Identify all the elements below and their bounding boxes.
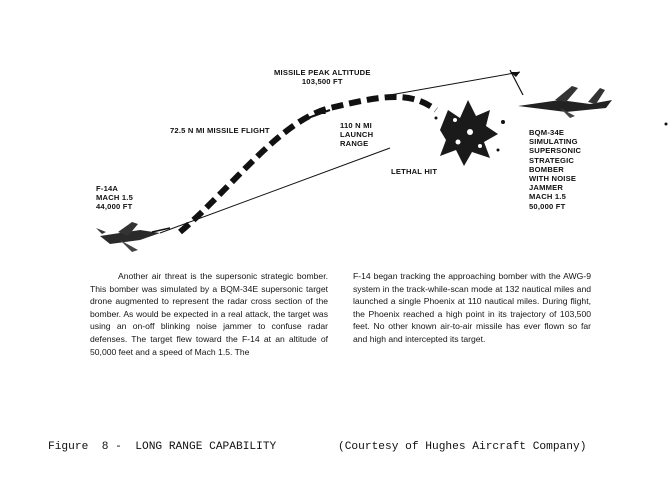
explosion-icon <box>435 100 506 166</box>
lethal-hit-label: LETHAL HIT <box>391 167 438 176</box>
body-right-text: F-14 began tracking the approaching bomber with the AWG-9 system in the track-while-scan mode at 132 nautical miles and launched a single Phoenix at 110 nautical miles. During flight, the Phoenix reached a high point in its trajectory of 103,500 feet. No other known air-to-air missile has ever flown so far and high and intercepted its target. <box>353 271 591 344</box>
missile-flight-label: 72.5 N MI MISSILE FLIGHT <box>170 126 270 135</box>
figure-credit: (Courtesy of Hughes Aircraft Company) <box>338 441 587 453</box>
launch-range-label: 110 N MI LAUNCH RANGE <box>340 121 374 149</box>
target-line-arrow <box>510 72 520 77</box>
body-text-right <box>353 270 591 346</box>
figure-caption: Figure 8 - LONG RANGE CAPABILITY <box>48 441 277 453</box>
target-line <box>390 72 520 95</box>
fighter-description-label: F-14A MACH 1.5 44,000 FT <box>96 184 134 212</box>
body-left-text: Another air threat is the supersonic strategic bomber. This bomber was simulated by a BQM-34E supersonic target drone augmented to represent the radar cross section of the bomber. As would be expected in a real attack, the target was using an on-off blinking noise jammer to confuse radar defenses. The target flew toward the F-14 at an altitude of 50,000 feet and a speed of Mach 1.5. The <box>90 271 328 357</box>
target-drone-icon <box>518 86 668 126</box>
f14-fighter-icon <box>96 222 170 252</box>
body-text-left <box>90 270 328 358</box>
peak-altitude-label: MISSILE PEAK ALTITUDE 103,500 FT <box>274 68 371 87</box>
target-description-label: BQM-34E SIMULATING SUPERSONIC STRATEGIC BOMBER WITH NOISE JAMMER MACH 1.5 50,000 FT <box>529 128 582 211</box>
